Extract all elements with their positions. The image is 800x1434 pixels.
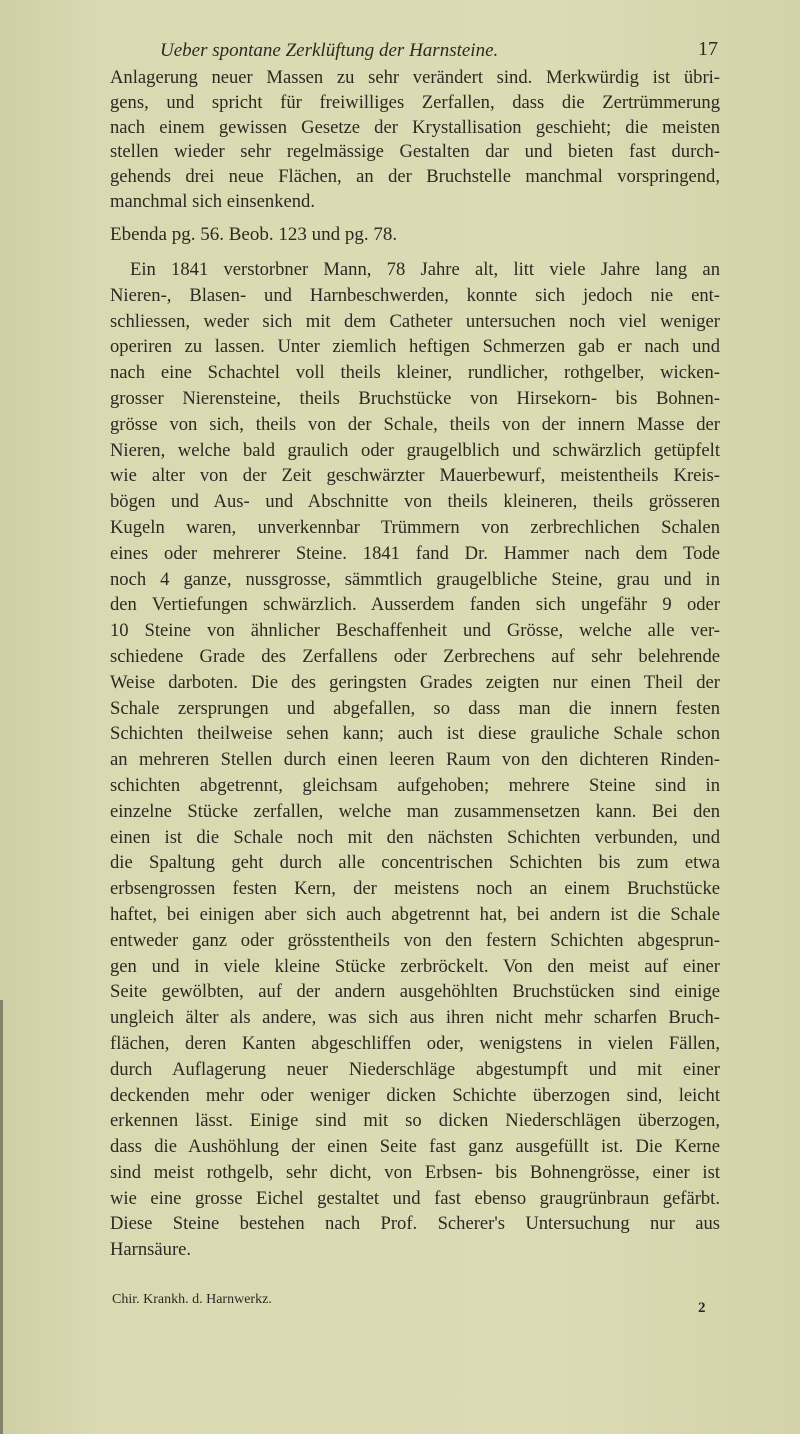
text-line: operiren zu lassen. Unter ziemlich heftigen Schmerzen gab er nach und: [110, 336, 720, 358]
text-line: grosser Nierensteine, theils Bruchstücke von Hirsekorn- bis Bohnen-: [110, 387, 720, 409]
footer-reference: Chir. Krankh. d. Harnwerkz.: [112, 1292, 272, 1307]
text-line: schiedene Grade des Zerfallens oder Zerbrechens auf sehr belehrende: [110, 645, 720, 667]
text-line: entweder ganz oder grösstentheils von den festern Schichten abgesprun-: [110, 929, 720, 951]
text-line: den Vertiefungen schwärzlich. Ausserdem fanden sich ungefähr 9 oder: [110, 594, 720, 616]
section-heading: Ebenda pg. 56. Beob. 123 und pg. 78.: [110, 224, 398, 245]
text-line: die Spaltung geht durch alle concentrischen Schichten bis zum etwa: [110, 852, 720, 874]
text-line: bögen und Aus- und Abschnitte von theils kleineren, theils grösseren: [110, 491, 720, 513]
page-number: 17: [698, 38, 718, 60]
text-line: manchmal sich einsenkend.: [110, 190, 315, 212]
text-line: erbsengrossen festen Kern, der meistens noch an einem Bruchstücke: [110, 878, 720, 900]
text-line: sind meist rothgelb, sehr dicht, von Erbsen- bis Bohnengrösse, einer ist: [110, 1161, 720, 1183]
text-line: erkennen lässt. Einige sind mit so dicken Niederschlägen überzogen,: [110, 1110, 720, 1132]
text-line: durch Auflagerung neuer Niederschläge abgestumpft und mit einer: [110, 1058, 720, 1080]
text-line: einen ist die Schale noch mit den nächsten Schichten verbunden, und: [110, 826, 720, 848]
page-header: [160, 40, 718, 66]
text-line: Ein 1841 verstorbner Mann, 78 Jahre alt, litt viele Jahre lang an: [130, 259, 720, 280]
text-line: haftet, bei einigen aber sich auch abgetrennt hat, bei andern ist die Schale: [110, 903, 720, 925]
text-line: gehends drei neue Flächen, an der Bruchstelle manchmal vorspringend,: [110, 166, 720, 188]
text-line: nach eine Schachtel voll theils kleiner, rundlicher, rothgelber, wicken-: [110, 362, 720, 384]
paragraph-1: [110, 66, 720, 215]
text-line: ungleich älter als andere, was sich aus ihren nicht mehr scharfen Bruch-: [110, 1007, 720, 1029]
text-line: stellen wieder sehr regelmässige Gestalten dar und bieten fast durch-: [110, 141, 720, 163]
text-line: Anlagerung neuer Massen zu sehr verändert sind. Merkwürdig ist übri-: [110, 67, 720, 88]
text-line: einzelne Stücke zerfallen, welche man zusammensetzen kann. Bei den: [110, 800, 720, 822]
signature-mark: 2: [698, 1300, 706, 1316]
text-line: nach einem gewissen Gesetze der Krystallisation geschieht; die meisten: [110, 116, 720, 138]
text-line: Seite gewölbten, auf der andern ausgehöhlten Bruchstücken sind einige: [110, 981, 720, 1003]
paragraph-2: [110, 257, 720, 1263]
text-line: gens, und spricht für freiwilliges Zerfallen, dass die Zertrümmerung: [110, 91, 720, 113]
text-line: Weise darboten. Die des geringsten Grades zeigten nur einen Theil der: [110, 671, 720, 693]
text-line: eines oder mehrerer Steine. 1841 fand Dr. Hammer nach dem Tode: [110, 542, 720, 564]
text-line: Schale zersprungen und abgefallen, so dass man die innern festen: [110, 697, 720, 719]
text-line: noch 4 ganze, nussgrosse, sämmtlich graugelbliche Steine, grau und in: [110, 568, 720, 590]
text-line: 10 Steine von ähnlicher Beschaffenheit und Grösse, welche alle ver-: [110, 620, 720, 642]
text-line: wie eine grosse Eichel gestaltet und fast ebenso graugrünbraun gefärbt.: [110, 1187, 720, 1209]
text-line: Nieren-, Blasen- und Harnbeschwerden, konnte sich jedoch nie ent-: [110, 284, 720, 306]
text-line: Schichten theilweise sehen kann; auch ist diese grauliche Schale schon: [110, 723, 720, 745]
text-line: gen und in viele kleine Stücke zerbröckelt. Von den meist auf einer: [110, 955, 720, 977]
text-line: Nieren, welche bald graulich oder graugelblich und schwärzlich getüpfelt: [110, 439, 720, 461]
text-line: grösse von sich, theils von der Schale, theils von der innern Masse der: [110, 413, 720, 435]
text-line: an mehreren Stellen durch einen leeren Raum von den dichteren Rinden-: [110, 749, 720, 771]
text-line: flächen, deren Kanten abgeschliffen oder, wenigstens in vielen Fällen,: [110, 1032, 720, 1054]
text-line: Harnsäure.: [110, 1239, 192, 1261]
page-edge-shadow: [0, 1000, 3, 1434]
text-line: Kugeln waren, unverkennbar Trümmern von zerbrechlichen Schalen: [110, 516, 720, 538]
text-line: Diese Steine bestehen nach Prof. Scherer's Untersuchung nur aus: [110, 1213, 720, 1235]
text-line: dass die Aushöhlung der einen Seite fast ganz ausgefüllt ist. Die Kerne: [110, 1136, 720, 1158]
text-line: wie alter von der Zeit geschwärzter Mauerbewurf, meistentheils Kreis-: [110, 465, 720, 487]
text-line: deckenden mehr oder weniger dicken Schichte überzogen sind, leicht: [110, 1084, 720, 1106]
running-title: Ueber spontane Zerklüftung der Harnsteine.: [160, 40, 499, 61]
text-line: schichten abgetrennt, gleichsam aufgehoben; mehrere Steine sind in: [110, 774, 720, 796]
text-line: schliessen, weder sich mit dem Catheter untersuchen noch viel weniger: [110, 310, 720, 332]
